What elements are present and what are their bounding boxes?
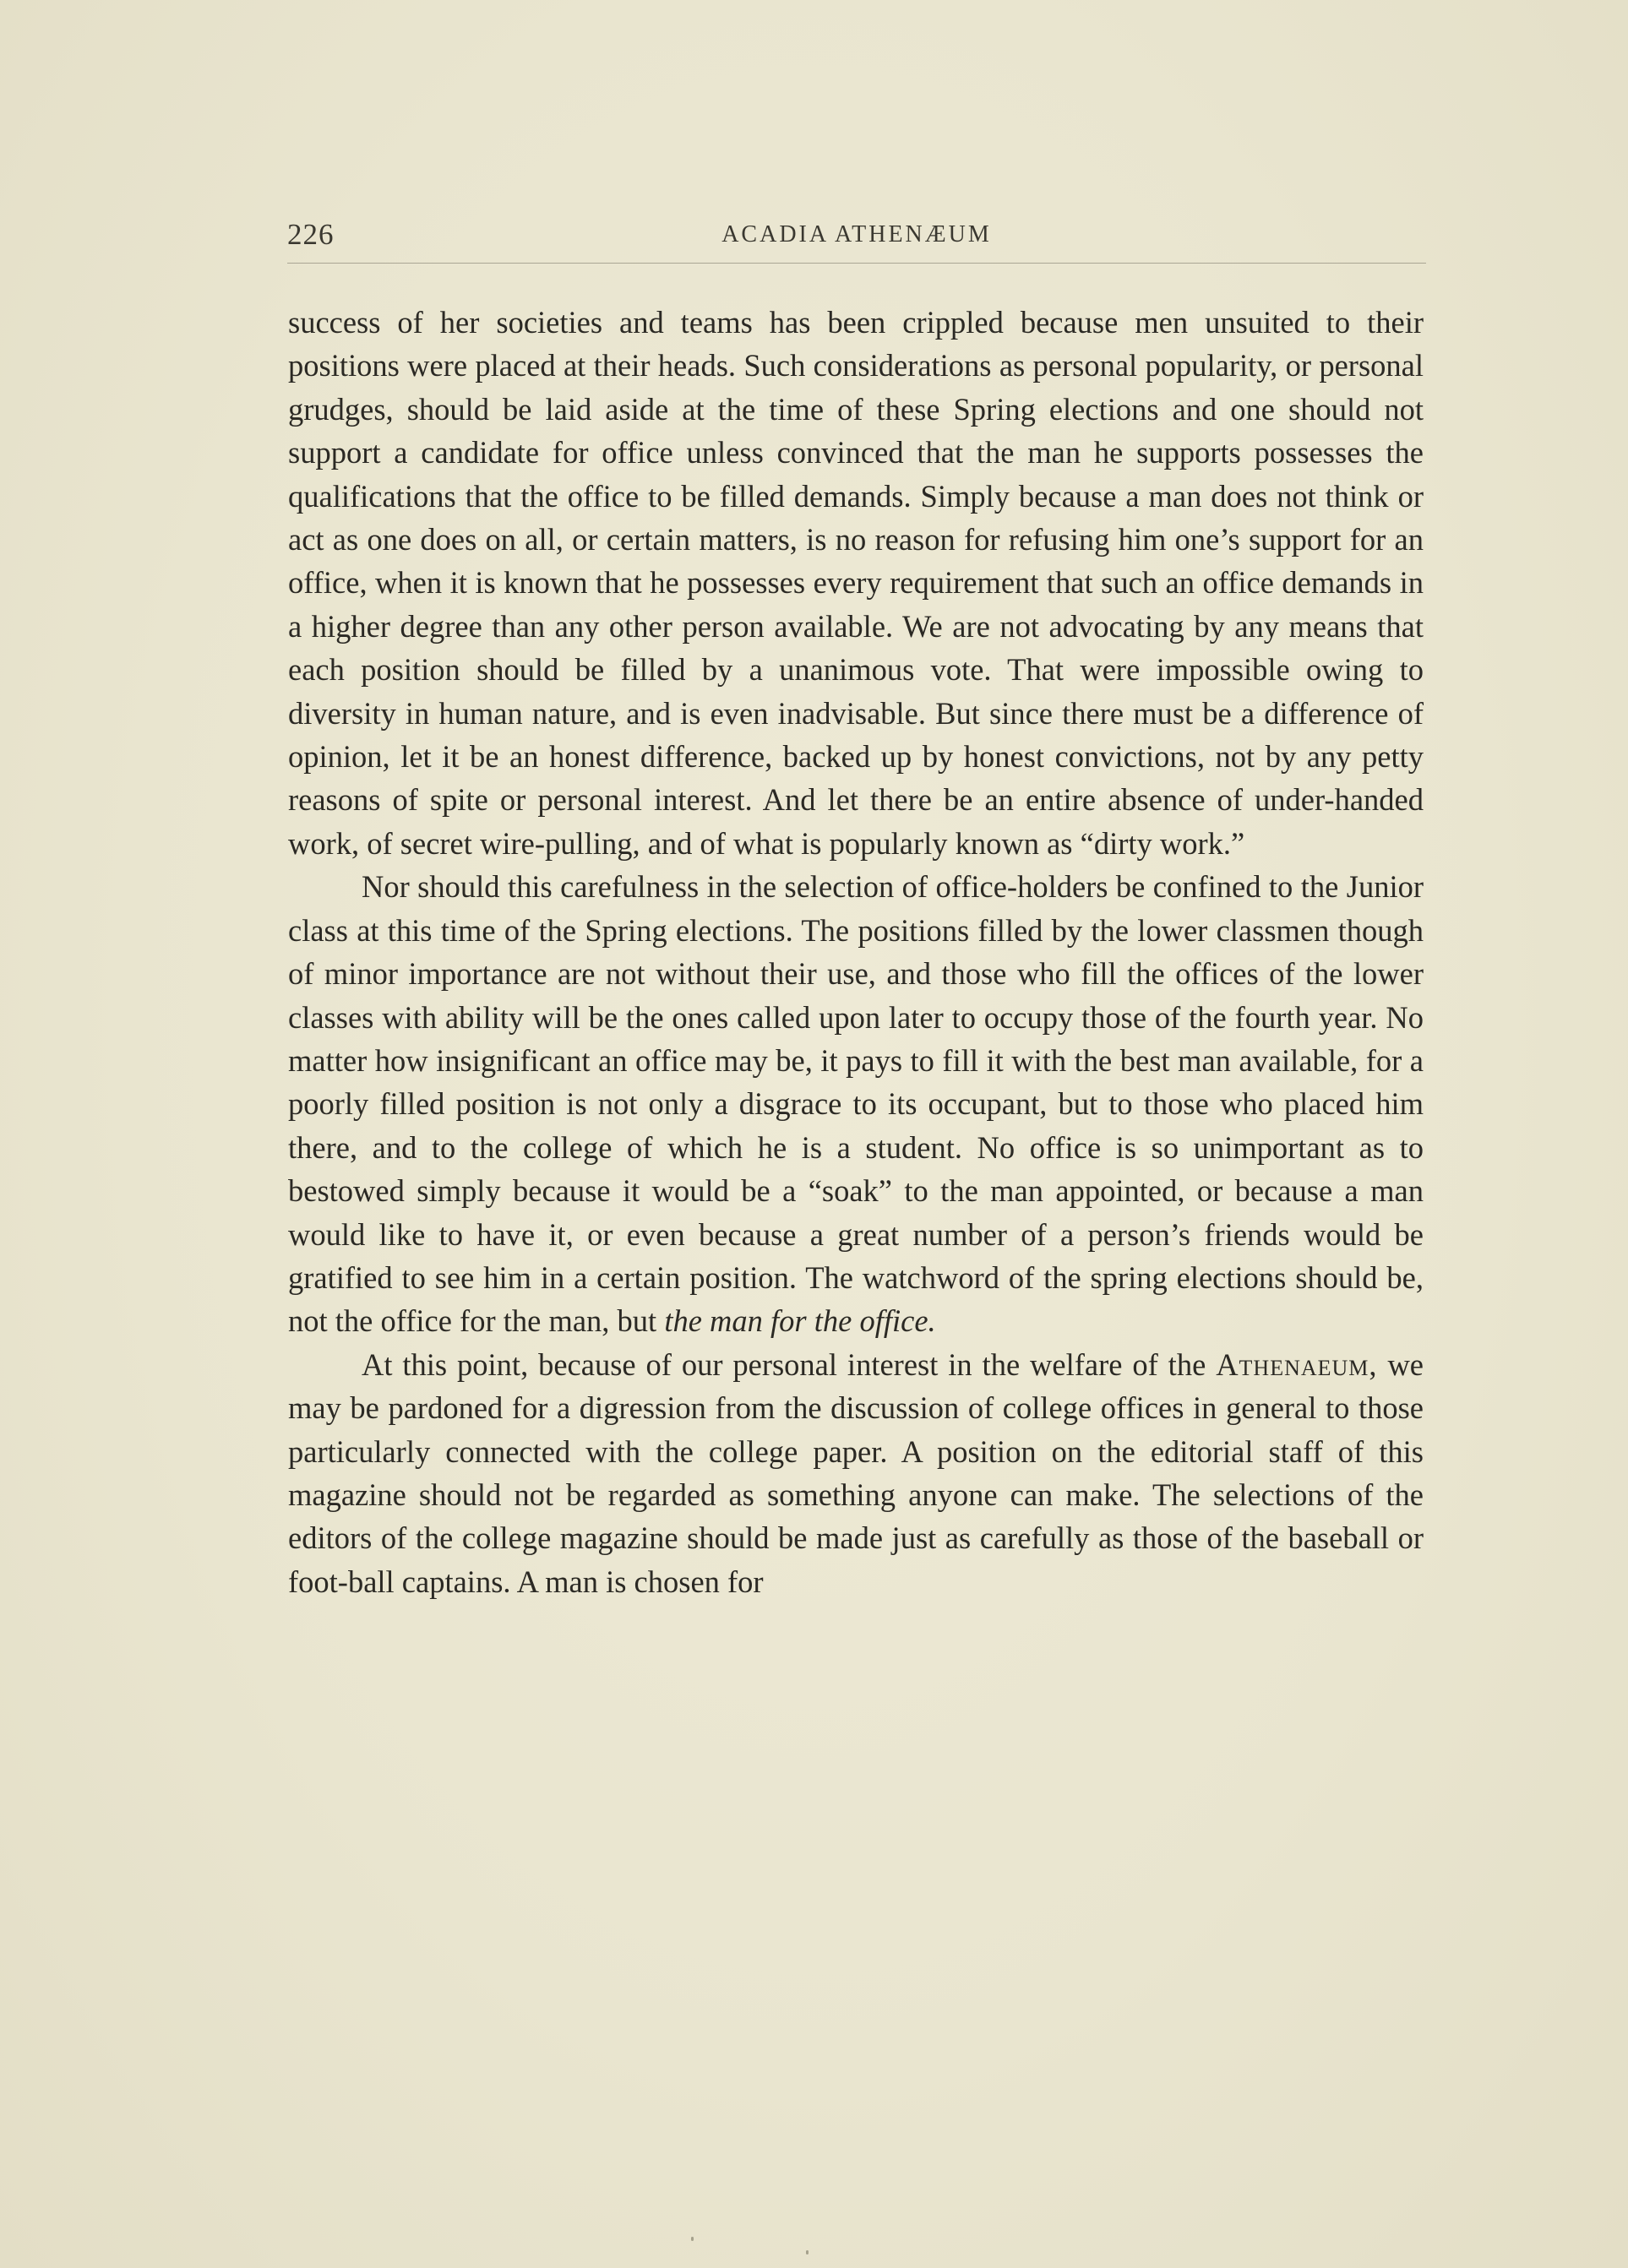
paragraph-3-text-start: At this point, because of our personal interest in the welfare of the xyxy=(362,1346,1206,1382)
paragraph-3-magazine-name: Athenaeum, xyxy=(1216,1346,1378,1382)
page-number: 226 xyxy=(287,218,335,251)
paragraph-3 xyxy=(288,1343,1424,1603)
running-title: ACADIA ATHENÆUM xyxy=(721,221,992,247)
paragraph-2-text: Nor should this carefulness in the selection of office-holders be confined to the Junior class at this time of the Spring elections. The positions filled by the lower classmen though of minor importance are not without their use, and those who fill the offices of the lower classes with ability will be the ones called upon later to occupy those of the fourth year. No matter how insignificant an office may be, it pays to fill it with the best man available, for a poorly filled position is not only a disgrace to its occupant, but to those who placed him there, and to the college of which he is a student. No office is so unimportant as to bestowed simply because it would be a “soak” to the man appointed, or because a man would like to have it, or even because a great number of a person’s friends would be gratified to see him in a certain position. The watchword of the spring elections should be, not the office for the man, but xyxy=(288,869,1424,1339)
paragraph-2 xyxy=(288,865,1424,1342)
paper-speck xyxy=(806,2250,809,2254)
page-header xyxy=(287,218,1426,260)
paragraph-3-text-end: we may be pardoned for a digression from the discussion of college offices in general to those particularly connected with the college paper. A position on the editorial staff of this magazine should not be regarded as something anyone can make. The selections of the editors of the college magazine should be made just as carefully as those of the baseball or foot-ball captains. A man is chosen for xyxy=(288,1346,1424,1599)
paragraph-1: success of her societies and teams has been crippled because men unsuited to their positions were placed at their heads. Such considerations as personal popularity, or personal grudges, should be laid aside at the time of these Spring elections and one should not support a candidate for office unless convinced that the man he supports possesses the qualifications that the office to be filled demands. Simply because a man does not think or act as one does on all, or certain matters, is no reason for refusing him one’s support for an office, when it is known that he possesses every requirement that such an office demands in a higher degree than any other person available. We are not advocating by any means that each position should be filled by a unanimous vote. That were impossible owing to diversity in human nature, and is even inadvisable. But since there must be a difference of opinion, let it be an honest difference, backed up by honest convictions, not by any petty reasons of spite or personal interest. And let there be an entire absence of under-handed work, of secret wire-pulling, and of what is popularly known as “dirty work.” xyxy=(288,305,1424,861)
paragraph-2-emphasis: the man for the office. xyxy=(664,1303,936,1339)
article-body xyxy=(288,301,1424,1603)
paper-speck xyxy=(691,2237,694,2241)
header-rule xyxy=(287,263,1426,264)
